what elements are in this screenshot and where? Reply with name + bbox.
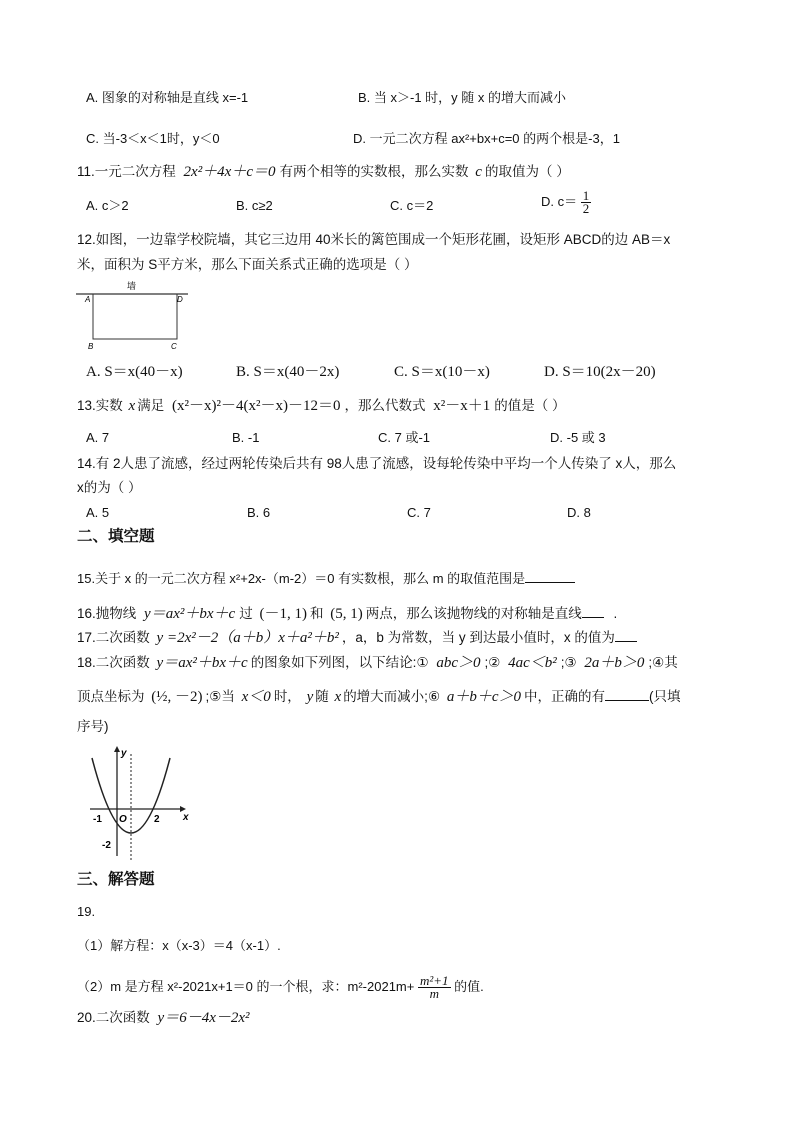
q12-stem-line2: 米，面积为 S平方米，那么下面关系式正确的选项是（ ）: [77, 257, 418, 272]
q12-rectangle-figure: [74, 279, 194, 353]
q19-part1: （1）解方程：x（x-3）＝4（x-1）.: [77, 938, 281, 953]
q14-option-d: D. 8: [567, 505, 591, 520]
graph-two-label: 2: [154, 814, 160, 825]
q11-option-c: C. c＝2: [390, 198, 434, 213]
q12-option-a: A. S＝x(40－x): [86, 364, 183, 380]
wall-label: 墙: [127, 281, 137, 291]
q11-option-b: B. c≥2: [236, 198, 273, 213]
q14-option-a: A. 5: [86, 505, 110, 520]
q14-stem-line2: x的为（ ）: [77, 480, 142, 495]
q16: 16.抛物线 y＝ax²＋bx＋c 过 (－1, 1) 和 (5, 1) 两点，那么该抛物线的对称轴是直线 .: [77, 606, 618, 622]
q12-stem-line1: 12.如图，一边靠学校院墙，其它三边用 40米长的篱笆围成一个矩形花圃，设矩形 ABCD的边 AB＝x: [77, 232, 671, 247]
q18-line3: 序号): [77, 719, 109, 734]
q19-number: 19.: [77, 904, 96, 919]
q13-option-d: D. -5 或 3: [550, 430, 606, 445]
label-d: D: [177, 295, 183, 304]
q13-option-b: B. -1: [232, 430, 260, 445]
graph-minus1-label: -1: [93, 814, 102, 825]
label-a: A: [85, 295, 91, 304]
q12-option-c: C. S＝x(10－x): [394, 364, 490, 380]
q13-option-c: C. 7 或-1: [378, 430, 431, 445]
q11-option-d: D. c＝ $\frac{1}{2}$: [541, 188, 590, 216]
q14-option-b: B. 6: [247, 505, 271, 520]
q15: 15.关于 x 的一元二次方程 x²+2x-（m-2）＝0 有实数根，那么 m 的取值范围是: [77, 570, 575, 588]
q14-option-c: C. 7: [407, 505, 431, 520]
graph-y-label: y: [121, 748, 127, 759]
q20: 20.二次函数 y＝6－4x－2x²: [77, 1010, 250, 1026]
q10-option-d: D. 一元二次方程 ax²+bx+c=0 的两个根是-3，1: [353, 131, 620, 146]
q18-line2: 顶点坐标为 (½, －2) ;⑤当 x＜0 时， y 随 x 的增大而减小;⑥ a＋b＋c＞0 中，正确的有 (只填: [77, 689, 681, 705]
section-title-fill-in: 二、填空题: [77, 528, 155, 545]
label-b: B: [88, 342, 94, 351]
q18-line1: 18.二次函数 y＝ax²＋bx＋c 的图象如下列图，以下结论:① abc＞0 ;② 4ac＜b² ;③ 2a＋b＞0 ;④其: [77, 655, 678, 671]
q13-stem: 13.实数 x 满足 (x²－x)²－4(x²－x)－12＝0 ，那么代数式 x²－x＋1 的值是（ ）: [77, 398, 566, 414]
q10-option-b: B. 当 x＞-1 时，y 随 x 的增大而减小: [358, 90, 567, 105]
q11-stem: 11.一元二次方程 2x²＋4x＋c＝0 有两个相等的实数根，那么实数 c 的取值为（ ）: [77, 164, 570, 180]
q12-option-b: B. S＝x(40－2x): [236, 364, 340, 380]
graph-minus2-label: -2: [102, 840, 111, 851]
q10-option-c: C. 当-3＜x＜1时，y＜0: [86, 131, 220, 146]
q17: 17.二次函数 y =2x²－2（a＋b）x＋a²＋b² ，a，b 为常数，当 y 到达最小值时，x 的值为: [77, 629, 637, 647]
q11-option-a: A. c＞2: [86, 198, 129, 213]
q10-option-a: A. 图象的对称轴是直线 x=-1: [86, 90, 249, 105]
q14-stem-line1: 14.有 2人患了流感，经过两轮传染后共有 98人患了流感，设每轮传染中平均一个人传染了 x人，那么: [77, 456, 677, 471]
q13-option-a: A. 7: [86, 430, 110, 445]
q12-option-d: D. S＝10(2x－20): [544, 364, 656, 380]
graph-x-label: x: [183, 812, 189, 823]
q19-part2: （2）m 是方程 x²-2021x+1＝0 的一个根，求：m²-2021m+ $\frac{\text{m²+1}}{m}$ 的值.: [77, 973, 484, 1001]
section-title-solutions: 三、解答题: [77, 871, 155, 888]
graph-origin-label: O: [119, 814, 127, 825]
q18-parabola-graph: [84, 744, 194, 862]
label-c: C: [171, 342, 177, 351]
